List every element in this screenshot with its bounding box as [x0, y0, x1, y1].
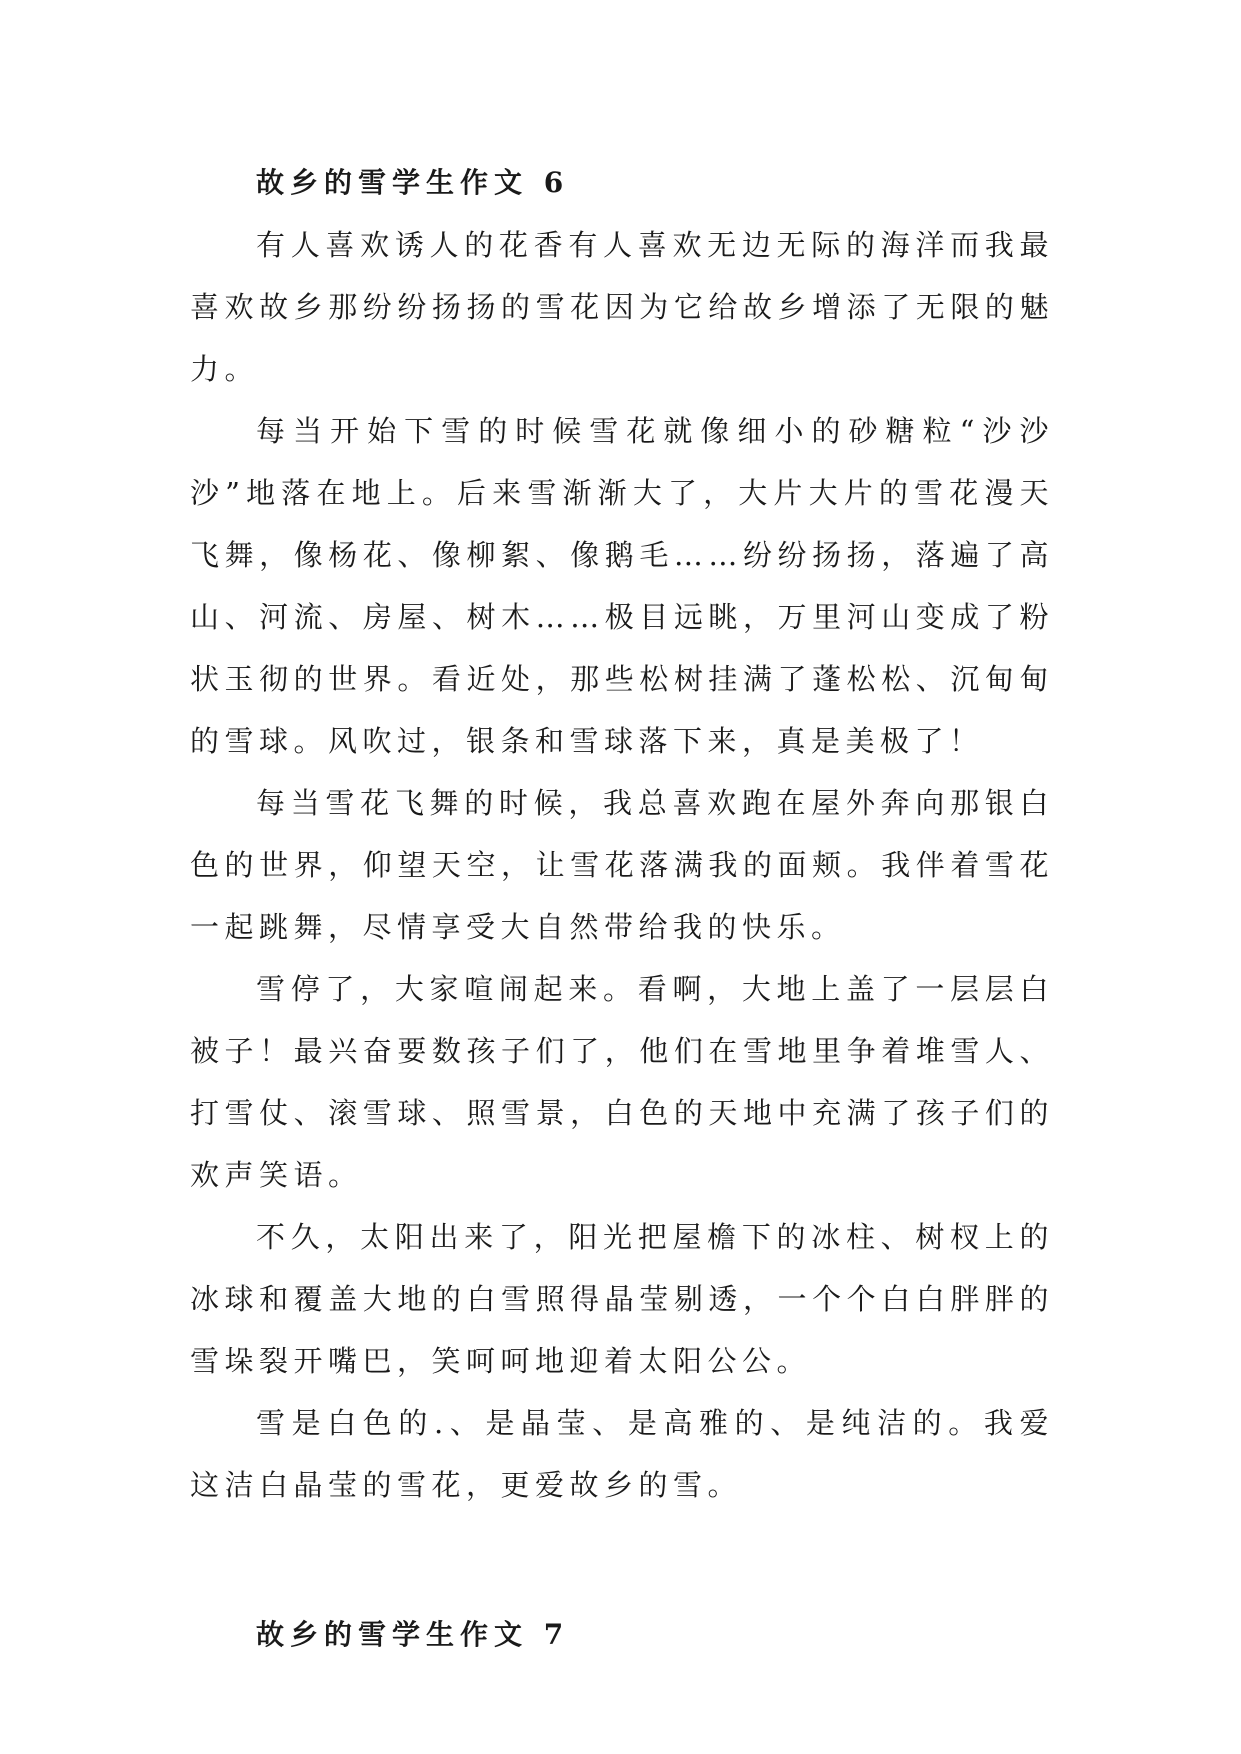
section-heading: 故乡的雪学生作文 6 [256, 166, 570, 199]
paragraph: 每当雪花飞舞的时候，我总喜欢跑在屋外奔向那银白色的世界，仰望天空，让雪花落满我的面颊。我伴着雪花一起跳舞，尽情享受大自然带给我的快乐。 [190, 786, 1054, 944]
paragraph: 雪是白色的.、是晶莹、是高雅的、是纯洁的。我爱这洁白晶莹的雪花，更爱故乡的雪。 [190, 1406, 1054, 1502]
section-gap [190, 1516, 1054, 1604]
document-page [190, 152, 1054, 1666]
paragraph: 雪停了，大家喧闹起来。看啊，大地上盖了一层层白被子！最兴奋要数孩子们了，他们在雪地里争着堆雪人、打雪仗、滚雪球、照雪景，白色的天地中充满了孩子们的欢声笑语。 [190, 972, 1054, 1192]
paragraph: 有人喜欢诱人的花香有人喜欢无边无际的海洋而我最喜欢故乡那纷纷扬扬的雪花因为它给故乡增添了无限的魅力。 [190, 228, 1054, 386]
paragraph: 不久，太阳出来了，阳光把屋檐下的冰柱、树杈上的冰球和覆盖大地的白雪照得晶莹剔透，一个个白白胖胖的雪垛裂开嘴巴，笑呵呵地迎着太阳公公。 [190, 1220, 1054, 1378]
paragraph: 每当开始下雪的时候雪花就像细小的砂糖粒“沙沙沙”地落在地上。后来雪渐渐大了，大片大片的雪花漫天飞舞，像杨花、像柳絮、像鹅毛……纷纷扬扬，落遍了高山、河流、房屋、树木……极目远眺，万里河山变成了粉状玉彻的世界。看近处，那些松树挂满了蓬松松、沉甸甸的雪球。风吹过，银条和雪球落下来，真是美极了！ [190, 414, 1054, 758]
section-heading: 故乡的雪学生作文 7 [256, 1618, 570, 1651]
